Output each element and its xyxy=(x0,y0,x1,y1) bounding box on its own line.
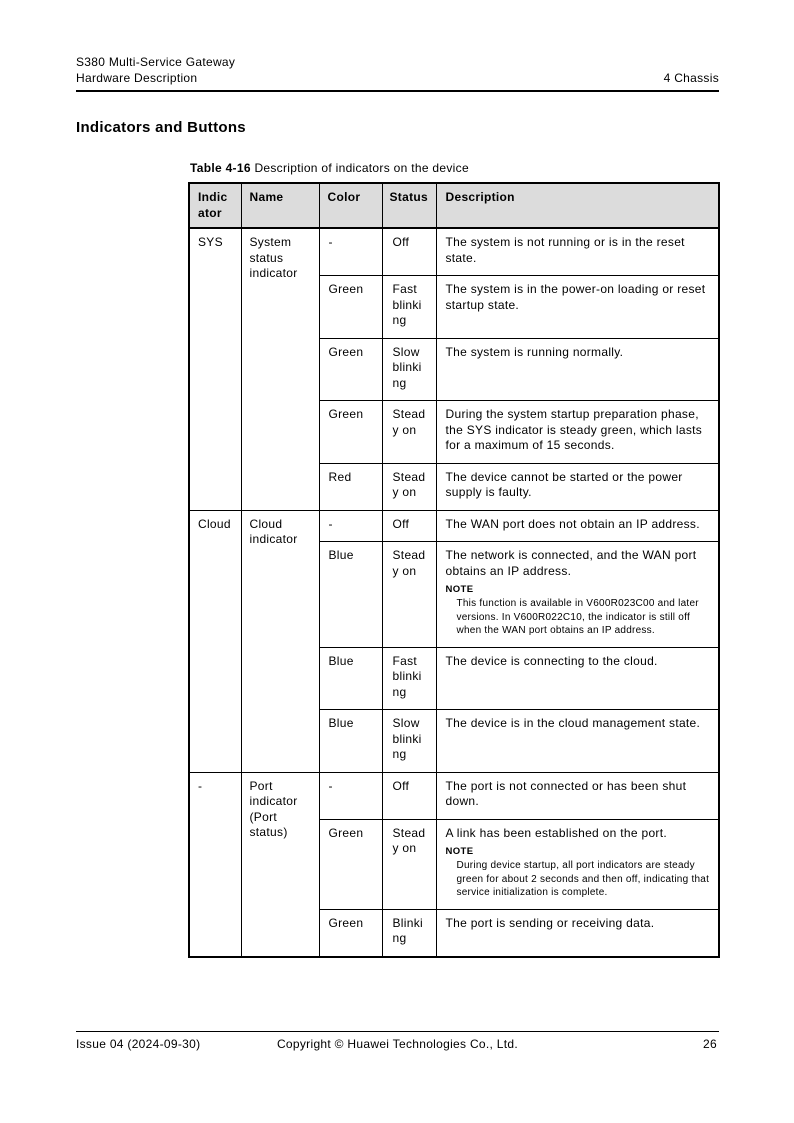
indicator-cell: SYS xyxy=(189,228,241,510)
description-cell: The system is in the power-on loading or reset startup state. xyxy=(436,276,719,339)
col-header-description: Description xyxy=(436,183,719,228)
indicator-cell: - xyxy=(189,772,241,957)
page-header xyxy=(76,54,719,92)
indicators-table xyxy=(188,182,720,958)
color-cell: - xyxy=(319,228,382,276)
color-cell: Green xyxy=(319,276,382,339)
description-text: The network is connected, and the WAN port obtains an IP address. xyxy=(445,548,697,578)
table-row xyxy=(189,772,719,819)
status-cell: Off xyxy=(382,510,436,542)
description-cell: The device is in the cloud management state. xyxy=(436,710,719,773)
color-cell: Green xyxy=(319,401,382,464)
description-cell: The device is connecting to the cloud. xyxy=(436,647,719,710)
table-row xyxy=(189,510,719,542)
color-cell: Blue xyxy=(319,542,382,648)
status-cell: Off xyxy=(382,772,436,819)
header-doc-title: Hardware Description xyxy=(76,71,198,85)
color-cell: Red xyxy=(319,463,382,510)
note-label: NOTE xyxy=(445,584,474,595)
col-header-name: Name xyxy=(241,183,319,228)
footer-page-number: 26 xyxy=(703,1037,717,1051)
status-cell: Steady on xyxy=(382,463,436,510)
table-caption-text: Description of indicators on the device xyxy=(250,161,469,175)
color-cell: Blue xyxy=(319,647,382,710)
col-header-color: Color xyxy=(319,183,382,228)
color-cell: Green xyxy=(319,909,382,957)
color-cell: - xyxy=(319,772,382,819)
color-cell: Green xyxy=(319,819,382,909)
page-footer xyxy=(76,1031,719,1052)
description-cell: The device cannot be started or the power supply is faulty. xyxy=(436,463,719,510)
description-cell xyxy=(436,819,719,909)
description-cell: The WAN port does not obtain an IP address. xyxy=(436,510,719,542)
description-cell: During the system startup preparation phase, the SYS indicator is steady green, which lasts for a maximum of 15 seconds. xyxy=(436,401,719,464)
color-cell: Green xyxy=(319,338,382,401)
description-cell: The port is sending or receiving data. xyxy=(436,909,719,957)
name-cell: System status indicator xyxy=(241,228,319,510)
table-row xyxy=(189,228,719,276)
status-cell: Slow blinking xyxy=(382,338,436,401)
indicator-cell: Cloud xyxy=(189,510,241,772)
table-header-row xyxy=(189,183,719,228)
status-cell: Steady on xyxy=(382,401,436,464)
header-chapter: 4 Chassis xyxy=(663,71,719,85)
description-text: A link has been established on the port. xyxy=(445,825,667,840)
note-text: During device startup, all port indicators are steady green for about 2 seconds and then off, indicating that service initialization is complete. xyxy=(456,860,710,898)
status-cell: Fast blinking xyxy=(382,276,436,339)
footer-issue: Issue 04 (2024-09-30) xyxy=(76,1037,201,1051)
color-cell: Blue xyxy=(319,710,382,773)
col-header-indicator: Indicator xyxy=(189,183,241,228)
table-caption xyxy=(190,161,469,176)
description-cell: The port is not connected or has been shut down. xyxy=(436,772,719,819)
color-cell: - xyxy=(319,510,382,542)
name-cell: Cloud indicator xyxy=(241,510,319,772)
status-cell: Off xyxy=(382,228,436,276)
description-cell xyxy=(436,542,719,648)
note-label: NOTE xyxy=(445,846,474,857)
status-cell: Fast blinking xyxy=(382,647,436,710)
table-caption-label: Table 4-16 xyxy=(190,161,251,175)
status-cell: Blinking xyxy=(382,909,436,957)
status-cell: Steady on xyxy=(382,542,436,648)
col-header-status: Status xyxy=(382,183,436,228)
status-cell: Steady on xyxy=(382,819,436,909)
description-cell: The system is not running or is in the reset state. xyxy=(436,228,719,276)
status-cell: Slow blinking xyxy=(382,710,436,773)
note-text: This function is available in V600R023C00 and later versions. In V600R022C10, the indicator is still off when the WAN port obtains an IP address. xyxy=(456,598,699,636)
description-cell: The system is running normally. xyxy=(436,338,719,401)
section-title: Indicators and Buttons xyxy=(76,119,246,136)
name-cell: Port indicator (Port status) xyxy=(241,772,319,957)
header-product-line: S380 Multi-Service Gateway xyxy=(76,55,236,69)
footer-copyright: Copyright © Huawei Technologies Co., Ltd. xyxy=(276,1037,519,1051)
